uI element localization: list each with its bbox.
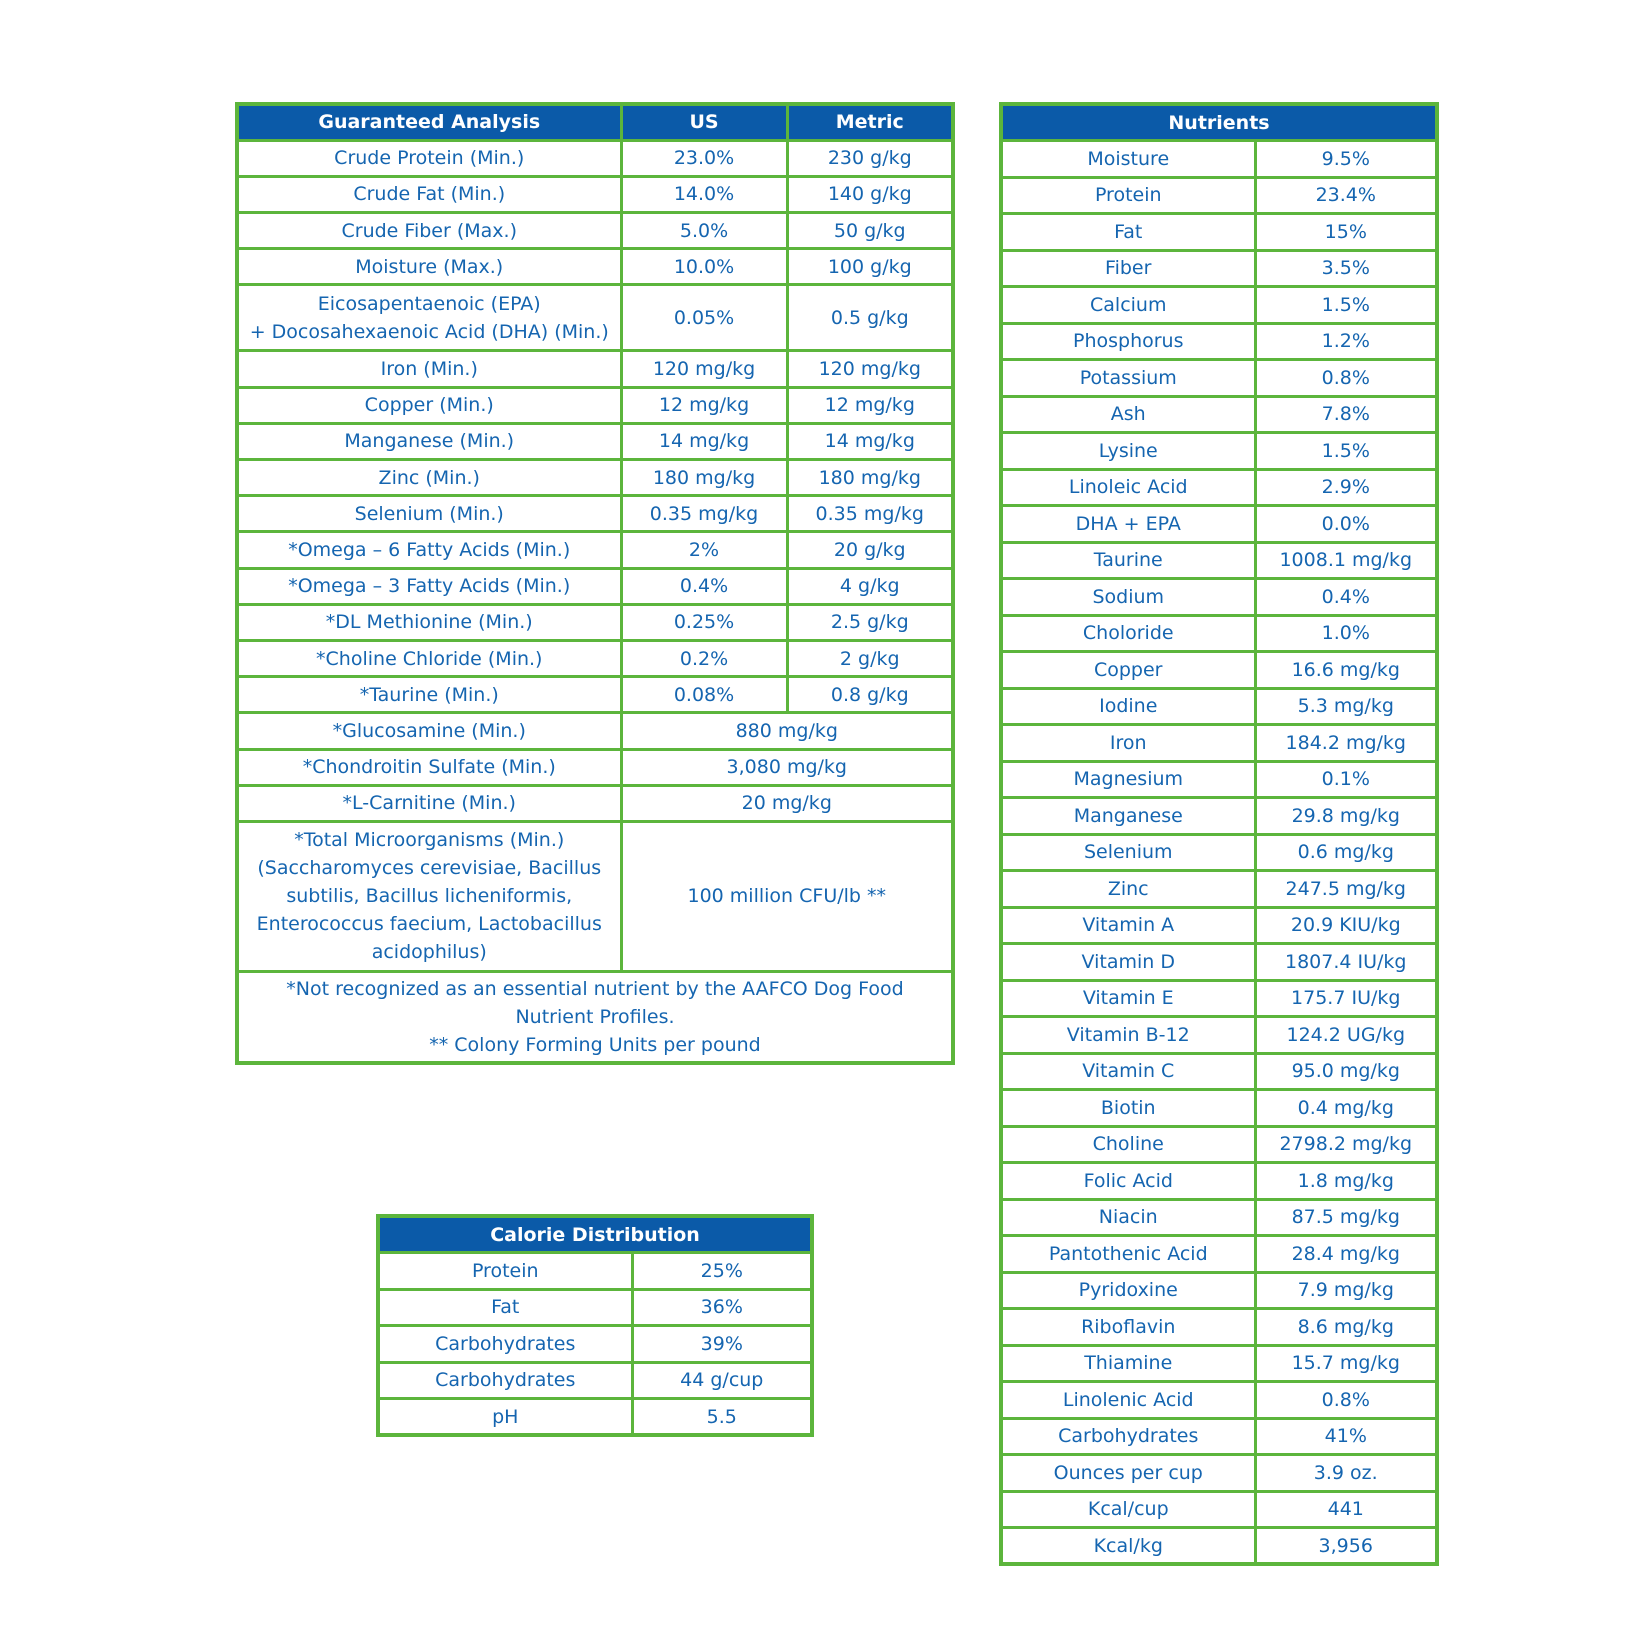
- value-cell: 20.9 KIU/kg: [1255, 907, 1437, 944]
- table-row: [237, 532, 953, 568]
- table-row: [1001, 615, 1437, 652]
- value-cell: 0.4%: [1255, 579, 1437, 616]
- value-cell: 2798.2 mg/kg: [1255, 1126, 1437, 1163]
- nutrient-name-cell: Carbohydrates: [1001, 1418, 1255, 1455]
- nutrient-name-cell: pH: [378, 1399, 632, 1436]
- table-header-row: [237, 104, 953, 140]
- us-value-cell: 14.0%: [621, 176, 787, 212]
- table-row: [1001, 579, 1437, 616]
- metric-value-cell: 2.5 g/kg: [787, 604, 953, 640]
- value-cell: 23.4%: [1255, 177, 1437, 214]
- value-cell: 9.5%: [1255, 141, 1437, 178]
- nutrient-name-cell: Moisture (Max.): [237, 249, 621, 285]
- us-value-cell: 0.25%: [621, 604, 787, 640]
- nutrient-name-cell: Zinc (Min.): [237, 460, 621, 496]
- table-row: [1001, 688, 1437, 725]
- table-header-row: [1001, 104, 1437, 141]
- table-row: [237, 423, 953, 459]
- table-row: [378, 1289, 812, 1326]
- us-value-cell: 0.4%: [621, 568, 787, 604]
- nutrient-name-cell: Crude Fat (Min.): [237, 176, 621, 212]
- value-cell: 87.5 mg/kg: [1255, 1199, 1437, 1236]
- table-row: [1001, 1455, 1437, 1492]
- value-cell: 0.0%: [1255, 506, 1437, 543]
- table-row: [237, 677, 953, 713]
- value-cell: 36%: [632, 1289, 812, 1326]
- us-value-cell: 0.2%: [621, 640, 787, 676]
- nutrient-name-cell: Pantothenic Acid: [1001, 1236, 1255, 1273]
- us-value-cell: 0.08%: [621, 677, 787, 713]
- table-row: [1001, 214, 1437, 251]
- table-row: [1001, 798, 1437, 835]
- us-value-cell: 14 mg/kg: [621, 423, 787, 459]
- table-row: [1001, 1418, 1437, 1455]
- value-cell: 1.5%: [1255, 433, 1437, 470]
- nutrient-name-cell: Sodium: [1001, 579, 1255, 616]
- nutrient-name-cell: Potassium: [1001, 360, 1255, 397]
- nutrient-name-cell: Pyridoxine: [1001, 1272, 1255, 1309]
- nutrient-name-cell: Niacin: [1001, 1199, 1255, 1236]
- table-row: [1001, 1491, 1437, 1528]
- table-row: [1001, 907, 1437, 944]
- nutrient-name-cell: Vitamin C: [1001, 1053, 1255, 1090]
- nutrient-name-cell: *DL Methionine (Min.): [237, 604, 621, 640]
- nutrient-name-cell: Thiamine: [1001, 1345, 1255, 1382]
- merged-value-cell: 880 mg/kg: [621, 713, 953, 749]
- metric-value-cell: 0.35 mg/kg: [787, 496, 953, 532]
- metric-value-cell: 12 mg/kg: [787, 387, 953, 423]
- nutrient-name-cell: Kcal/kg: [1001, 1528, 1255, 1565]
- table-row: [1001, 1199, 1437, 1236]
- table-row: [237, 140, 953, 176]
- calorie-distribution-table: [376, 1214, 814, 1437]
- metric-value-cell: 0.8 g/kg: [787, 677, 953, 713]
- us-value-cell: 23.0%: [621, 140, 787, 176]
- table-row: [1001, 287, 1437, 324]
- nutrient-name-cell: Fat: [1001, 214, 1255, 251]
- nutrient-name-cell: Selenium: [1001, 834, 1255, 871]
- metric-value-cell: 20 g/kg: [787, 532, 953, 568]
- nutrient-name-cell: Crude Protein (Min.): [237, 140, 621, 176]
- us-value-cell: 180 mg/kg: [621, 460, 787, 496]
- footnote-cell: *Not recognized as an essential nutrient by the AAFCO Dog Food Nutrient Profiles. ** Colony Forming Units per pound: [237, 971, 953, 1063]
- value-cell: 39%: [632, 1326, 812, 1363]
- metric-value-cell: 230 g/kg: [787, 140, 953, 176]
- value-cell: 3,956: [1255, 1528, 1437, 1565]
- value-cell: 0.8%: [1255, 1382, 1437, 1419]
- value-cell: 25%: [632, 1253, 812, 1290]
- nutrient-name-cell: Zinc: [1001, 871, 1255, 908]
- nutrient-name-cell: Folic Acid: [1001, 1163, 1255, 1200]
- us-value-cell: 0.05%: [621, 285, 787, 351]
- table-row: [237, 460, 953, 496]
- merged-value-cell: 3,080 mg/kg: [621, 749, 953, 785]
- table-row: [1001, 834, 1437, 871]
- nutrient-name-cell: Riboflavin: [1001, 1309, 1255, 1346]
- nutrients-table: [999, 102, 1439, 1566]
- table-row: [237, 604, 953, 640]
- metric-value-cell: 0.5 g/kg: [787, 285, 953, 351]
- us-value-cell: 5.0%: [621, 213, 787, 249]
- value-cell: 16.6 mg/kg: [1255, 652, 1437, 689]
- value-cell: 8.6 mg/kg: [1255, 1309, 1437, 1346]
- table-row: [1001, 1126, 1437, 1163]
- nutrient-name-cell: Iodine: [1001, 688, 1255, 725]
- table-header-row: [378, 1216, 812, 1253]
- us-value-cell: 120 mg/kg: [621, 351, 787, 387]
- footnote-row: [237, 971, 953, 1063]
- metric-value-cell: 180 mg/kg: [787, 460, 953, 496]
- nutrient-name-cell: *Chondroitin Sulfate (Min.): [237, 749, 621, 785]
- nutrient-name-cell: Fiber: [1001, 250, 1255, 287]
- metric-value-cell: 14 mg/kg: [787, 423, 953, 459]
- value-cell: 124.2 UG/kg: [1255, 1017, 1437, 1054]
- nutrient-name-cell: *Omega – 6 Fatty Acids (Min.): [237, 532, 621, 568]
- value-cell: 29.8 mg/kg: [1255, 798, 1437, 835]
- nutrient-name-cell: Linolenic Acid: [1001, 1382, 1255, 1419]
- table-row: [1001, 980, 1437, 1017]
- table-row: [1001, 396, 1437, 433]
- table-row: [1001, 1528, 1437, 1565]
- nutrient-name-cell: Phosphorus: [1001, 323, 1255, 360]
- table-row: [1001, 250, 1437, 287]
- value-cell: 0.4 mg/kg: [1255, 1090, 1437, 1127]
- us-value-cell: 12 mg/kg: [621, 387, 787, 423]
- table-row: [237, 640, 953, 676]
- table-row: [378, 1399, 812, 1436]
- value-cell: 441: [1255, 1491, 1437, 1528]
- table-row: [378, 1326, 812, 1363]
- nutrient-name-cell: Carbohydrates: [378, 1326, 632, 1363]
- table-row: [1001, 761, 1437, 798]
- value-cell: 7.8%: [1255, 396, 1437, 433]
- table-row: [1001, 469, 1437, 506]
- column-header: US: [621, 104, 787, 140]
- value-cell: 44 g/cup: [632, 1362, 812, 1399]
- nutrient-name-cell: Crude Fiber (Max.): [237, 213, 621, 249]
- column-header: Metric: [787, 104, 953, 140]
- merged-value-cell: 20 mg/kg: [621, 785, 953, 821]
- table-row: [1001, 871, 1437, 908]
- table-row: [1001, 944, 1437, 981]
- table-row: [1001, 1382, 1437, 1419]
- table-row: [1001, 1090, 1437, 1127]
- table-title: Nutrients: [1001, 104, 1437, 141]
- nutrient-name-cell: Lysine: [1001, 433, 1255, 470]
- table-row: [237, 285, 953, 351]
- nutrient-name-cell: Taurine: [1001, 542, 1255, 579]
- nutrient-name-cell: Iron (Min.): [237, 351, 621, 387]
- value-cell: 28.4 mg/kg: [1255, 1236, 1437, 1273]
- table-row: [237, 213, 953, 249]
- nutrient-name-cell: Protein: [1001, 177, 1255, 214]
- table-row: [1001, 360, 1437, 397]
- nutrient-name-cell: Linoleic Acid: [1001, 469, 1255, 506]
- nutrient-name-cell: Protein: [378, 1253, 632, 1290]
- value-cell: 41%: [1255, 1418, 1437, 1455]
- nutrient-name-cell: Vitamin A: [1001, 907, 1255, 944]
- nutrient-name-cell: Copper: [1001, 652, 1255, 689]
- nutrient-name-cell: DHA + EPA: [1001, 506, 1255, 543]
- nutrient-name-cell: Ounces per cup: [1001, 1455, 1255, 1492]
- nutrient-name-cell: Moisture: [1001, 141, 1255, 178]
- value-cell: 1807.4 IU/kg: [1255, 944, 1437, 981]
- metric-value-cell: 2 g/kg: [787, 640, 953, 676]
- nutrient-name-cell: Vitamin B-12: [1001, 1017, 1255, 1054]
- us-value-cell: 0.35 mg/kg: [621, 496, 787, 532]
- table-row: [1001, 506, 1437, 543]
- value-cell: 175.7 IU/kg: [1255, 980, 1437, 1017]
- table-row: [1001, 323, 1437, 360]
- value-cell: 95.0 mg/kg: [1255, 1053, 1437, 1090]
- table-row: [1001, 1309, 1437, 1346]
- nutrient-name-cell: Magnesium: [1001, 761, 1255, 798]
- value-cell: 3.9 oz.: [1255, 1455, 1437, 1492]
- metric-value-cell: 120 mg/kg: [787, 351, 953, 387]
- table-row: [378, 1253, 812, 1290]
- value-cell: 5.3 mg/kg: [1255, 688, 1437, 725]
- nutrient-name-cell: *Taurine (Min.): [237, 677, 621, 713]
- nutrient-name-cell: Ash: [1001, 396, 1255, 433]
- table-row: [1001, 1017, 1437, 1054]
- table-row: [237, 568, 953, 604]
- nutrient-name-cell: Iron: [1001, 725, 1255, 762]
- nutrient-name-cell: Kcal/cup: [1001, 1491, 1255, 1528]
- us-value-cell: 2%: [621, 532, 787, 568]
- table-row: [237, 176, 953, 212]
- nutrients-body: [1001, 141, 1437, 1565]
- metric-value-cell: 140 g/kg: [787, 176, 953, 212]
- value-cell: 184.2 mg/kg: [1255, 725, 1437, 762]
- nutrient-name-cell: Calcium: [1001, 287, 1255, 324]
- value-cell: 0.6 mg/kg: [1255, 834, 1437, 871]
- value-cell: 15%: [1255, 214, 1437, 251]
- table-row: [1001, 542, 1437, 579]
- table-title: Calorie Distribution: [378, 1216, 812, 1253]
- nutrient-name-cell: Choline: [1001, 1126, 1255, 1163]
- table-row: [237, 387, 953, 423]
- nutrient-name-cell: Fat: [378, 1289, 632, 1326]
- value-cell: 5.5: [632, 1399, 812, 1436]
- value-cell: 0.1%: [1255, 761, 1437, 798]
- value-cell: 247.5 mg/kg: [1255, 871, 1437, 908]
- nutrient-name-cell: Eicosapentaenoic (EPA) + Docosahexaenoic Acid (DHA) (Min.): [237, 285, 621, 351]
- nutrient-name-cell: Copper (Min.): [237, 387, 621, 423]
- table-row: [1001, 725, 1437, 762]
- value-cell: 1.0%: [1255, 615, 1437, 652]
- nutrient-name-cell: Vitamin D: [1001, 944, 1255, 981]
- table-row: [1001, 1053, 1437, 1090]
- nutrient-name-cell: *Omega – 3 Fatty Acids (Min.): [237, 568, 621, 604]
- table-row: [1001, 177, 1437, 214]
- metric-value-cell: 50 g/kg: [787, 213, 953, 249]
- nutrient-name-cell: Vitamin E: [1001, 980, 1255, 1017]
- nutrient-name-cell: *Choline Chloride (Min.): [237, 640, 621, 676]
- table-row: [1001, 1163, 1437, 1200]
- table-row: [237, 749, 953, 785]
- table-row: [237, 785, 953, 821]
- value-cell: 1008.1 mg/kg: [1255, 542, 1437, 579]
- table-row: [237, 351, 953, 387]
- table-row: [1001, 1345, 1437, 1382]
- value-cell: 3.5%: [1255, 250, 1437, 287]
- value-cell: 1.5%: [1255, 287, 1437, 324]
- nutrient-name-cell: Manganese (Min.): [237, 423, 621, 459]
- table-row: [1001, 1272, 1437, 1309]
- metric-value-cell: 4 g/kg: [787, 568, 953, 604]
- nutrient-name-cell: *Total Microorganisms (Min.) (Saccharomyces cerevisiae, Bacillus subtilis, Bacillus licheniformis, Enterococcus faecium, Lactobacillus acidophilus): [237, 821, 621, 971]
- value-cell: 15.7 mg/kg: [1255, 1345, 1437, 1382]
- nutrient-name-cell: Carbohydrates: [378, 1362, 632, 1399]
- value-cell: 7.9 mg/kg: [1255, 1272, 1437, 1309]
- nutrient-name-cell: *Glucosamine (Min.): [237, 713, 621, 749]
- table-row: [237, 821, 953, 971]
- table-row: [1001, 141, 1437, 178]
- value-cell: 2.9%: [1255, 469, 1437, 506]
- table-row: [1001, 433, 1437, 470]
- nutrient-name-cell: Selenium (Min.): [237, 496, 621, 532]
- nutrient-name-cell: Manganese: [1001, 798, 1255, 835]
- value-cell: 1.2%: [1255, 323, 1437, 360]
- us-value-cell: 10.0%: [621, 249, 787, 285]
- value-cell: 1.8 mg/kg: [1255, 1163, 1437, 1200]
- nutrient-name-cell: *L-Carnitine (Min.): [237, 785, 621, 821]
- metric-value-cell: 100 g/kg: [787, 249, 953, 285]
- table-row: [237, 249, 953, 285]
- guaranteed-analysis-table: [235, 102, 955, 1065]
- table-row: [237, 496, 953, 532]
- table-row: [1001, 652, 1437, 689]
- table-row: [237, 713, 953, 749]
- table-row: [378, 1362, 812, 1399]
- value-cell: 0.8%: [1255, 360, 1437, 397]
- table-row: [1001, 1236, 1437, 1273]
- nutrient-name-cell: Biotin: [1001, 1090, 1255, 1127]
- column-header: Guaranteed Analysis: [237, 104, 621, 140]
- nutrient-name-cell: Choloride: [1001, 615, 1255, 652]
- merged-value-cell: 100 million CFU/lb **: [621, 821, 953, 971]
